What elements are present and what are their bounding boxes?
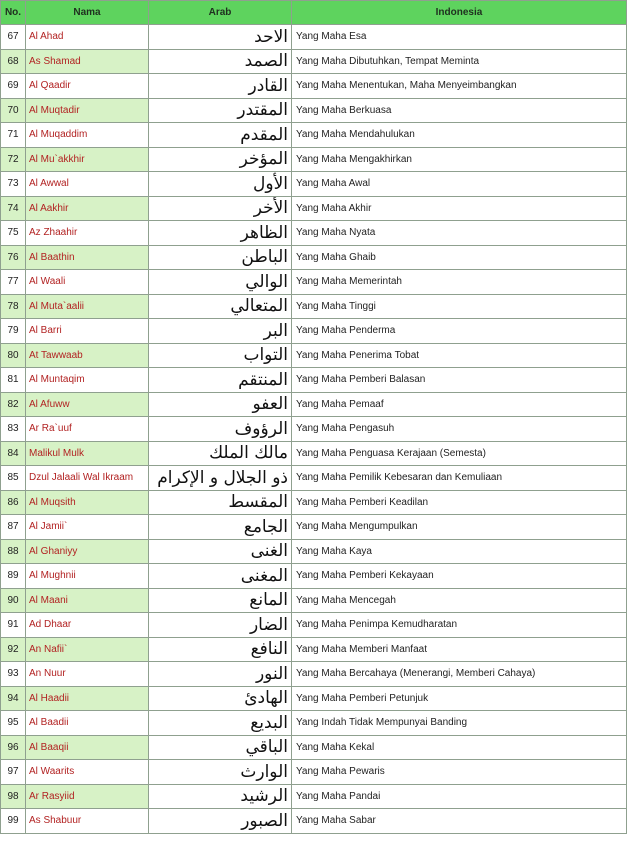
cell-arab: النور bbox=[149, 662, 292, 687]
table-row bbox=[1, 343, 627, 368]
cell-arab: المؤخر bbox=[149, 147, 292, 172]
cell-indonesia: Yang Maha Pandai bbox=[292, 784, 627, 809]
cell-no: 99 bbox=[1, 809, 26, 834]
cell-indonesia: Yang Maha Mengakhirkan bbox=[292, 147, 627, 172]
cell-no: 80 bbox=[1, 343, 26, 368]
cell-nama: Malikul Mulk bbox=[26, 441, 149, 466]
table-row bbox=[1, 515, 627, 540]
cell-arab: المتعالي bbox=[149, 294, 292, 319]
cell-no: 89 bbox=[1, 564, 26, 589]
table-row bbox=[1, 662, 627, 687]
cell-indonesia: Yang Maha Sabar bbox=[292, 809, 627, 834]
cell-no: 68 bbox=[1, 49, 26, 74]
cell-indonesia: Yang Maha Pewaris bbox=[292, 760, 627, 785]
cell-no: 69 bbox=[1, 74, 26, 99]
cell-nama: Al Baathin bbox=[26, 245, 149, 270]
table-row bbox=[1, 809, 627, 834]
cell-no: 98 bbox=[1, 784, 26, 809]
table-row bbox=[1, 686, 627, 711]
cell-nama: Al Baadii bbox=[26, 711, 149, 736]
header-arab: Arab bbox=[149, 1, 292, 25]
cell-nama: Ar Ra`uuf bbox=[26, 417, 149, 442]
cell-indonesia: Yang Maha Penderma bbox=[292, 319, 627, 344]
cell-indonesia: Yang Maha Pemilik Kebesaran dan Kemuliaan bbox=[292, 466, 627, 491]
header-nama: Nama bbox=[26, 1, 149, 25]
table-row bbox=[1, 466, 627, 491]
cell-arab: النافع bbox=[149, 637, 292, 662]
table-row bbox=[1, 588, 627, 613]
cell-nama: Al Muta`aalii bbox=[26, 294, 149, 319]
table-row bbox=[1, 221, 627, 246]
cell-no: 78 bbox=[1, 294, 26, 319]
table-row bbox=[1, 539, 627, 564]
cell-indonesia: Yang Maha Nyata bbox=[292, 221, 627, 246]
cell-no: 84 bbox=[1, 441, 26, 466]
cell-no: 97 bbox=[1, 760, 26, 785]
cell-arab: الوارث bbox=[149, 760, 292, 785]
cell-indonesia: Yang Maha Bercahaya (Menerangi, Memberi Cahaya) bbox=[292, 662, 627, 687]
cell-nama: Az Zhaahir bbox=[26, 221, 149, 246]
cell-arab: المانع bbox=[149, 588, 292, 613]
cell-nama: An Nafii` bbox=[26, 637, 149, 662]
table-row bbox=[1, 392, 627, 417]
cell-no: 75 bbox=[1, 221, 26, 246]
table-row bbox=[1, 123, 627, 148]
table-row bbox=[1, 319, 627, 344]
table-row bbox=[1, 49, 627, 74]
cell-indonesia: Yang Maha Esa bbox=[292, 25, 627, 50]
cell-arab: الصبور bbox=[149, 809, 292, 834]
cell-no: 71 bbox=[1, 123, 26, 148]
cell-arab: المغنى bbox=[149, 564, 292, 589]
cell-nama: Al Maani bbox=[26, 588, 149, 613]
cell-nama: As Shamad bbox=[26, 49, 149, 74]
table-row bbox=[1, 74, 627, 99]
cell-indonesia: Yang Maha Mendahulukan bbox=[292, 123, 627, 148]
cell-no: 90 bbox=[1, 588, 26, 613]
cell-arab: الأخر bbox=[149, 196, 292, 221]
cell-nama: Al Waali bbox=[26, 270, 149, 295]
cell-indonesia: Yang Maha Kekal bbox=[292, 735, 627, 760]
cell-indonesia: Yang Maha Kaya bbox=[292, 539, 627, 564]
cell-arab: الأول bbox=[149, 172, 292, 197]
cell-nama: As Shabuur bbox=[26, 809, 149, 834]
cell-no: 74 bbox=[1, 196, 26, 221]
table-row bbox=[1, 441, 627, 466]
table-row bbox=[1, 490, 627, 515]
cell-no: 73 bbox=[1, 172, 26, 197]
cell-indonesia: Yang Maha Menentukan, Maha Menyeimbangkan bbox=[292, 74, 627, 99]
cell-indonesia: Yang Maha Akhir bbox=[292, 196, 627, 221]
cell-no: 79 bbox=[1, 319, 26, 344]
cell-no: 88 bbox=[1, 539, 26, 564]
cell-no: 92 bbox=[1, 637, 26, 662]
cell-indonesia: Yang Maha Pemberi Balasan bbox=[292, 368, 627, 393]
cell-no: 86 bbox=[1, 490, 26, 515]
cell-nama: Al Waarits bbox=[26, 760, 149, 785]
cell-arab: البر bbox=[149, 319, 292, 344]
cell-indonesia: Yang Maha Pemberi Kekayaan bbox=[292, 564, 627, 589]
cell-nama: Al Aakhir bbox=[26, 196, 149, 221]
cell-nama: Al Afuww bbox=[26, 392, 149, 417]
header-no: No. bbox=[1, 1, 26, 25]
cell-arab: الباقي bbox=[149, 735, 292, 760]
table-row bbox=[1, 98, 627, 123]
cell-nama: Ad Dhaar bbox=[26, 613, 149, 638]
cell-indonesia: Yang Maha Memerintah bbox=[292, 270, 627, 295]
cell-nama: Al Qaadir bbox=[26, 74, 149, 99]
table-row bbox=[1, 147, 627, 172]
cell-indonesia: Yang Maha Pemberi Keadilan bbox=[292, 490, 627, 515]
cell-nama: Al Mu`akkhir bbox=[26, 147, 149, 172]
cell-indonesia: Yang Maha Pemberi Petunjuk bbox=[292, 686, 627, 711]
cell-nama: Al Baaqii bbox=[26, 735, 149, 760]
cell-nama: Al Ghaniyy bbox=[26, 539, 149, 564]
cell-arab: الاحد bbox=[149, 25, 292, 50]
cell-arab: الجامع bbox=[149, 515, 292, 540]
cell-no: 91 bbox=[1, 613, 26, 638]
cell-nama: Dzul Jalaali Wal Ikraam bbox=[26, 466, 149, 491]
cell-indonesia: Yang Maha Penguasa Kerajaan (Semesta) bbox=[292, 441, 627, 466]
cell-arab: الصمد bbox=[149, 49, 292, 74]
cell-arab: الرؤوف bbox=[149, 417, 292, 442]
cell-no: 67 bbox=[1, 25, 26, 50]
cell-no: 82 bbox=[1, 392, 26, 417]
cell-no: 81 bbox=[1, 368, 26, 393]
cell-no: 83 bbox=[1, 417, 26, 442]
cell-indonesia: Yang Maha Pengasuh bbox=[292, 417, 627, 442]
header-row bbox=[1, 1, 627, 25]
cell-nama: Al Muqtadir bbox=[26, 98, 149, 123]
table-row bbox=[1, 196, 627, 221]
cell-indonesia: Yang Maha Pemaaf bbox=[292, 392, 627, 417]
table-row bbox=[1, 368, 627, 393]
cell-no: 87 bbox=[1, 515, 26, 540]
header-indonesia: Indonesia bbox=[292, 1, 627, 25]
cell-arab: المقدم bbox=[149, 123, 292, 148]
table-body bbox=[1, 25, 627, 834]
cell-arab: القادر bbox=[149, 74, 292, 99]
cell-arab: المقتدر bbox=[149, 98, 292, 123]
cell-arab: العفو bbox=[149, 392, 292, 417]
table-row bbox=[1, 270, 627, 295]
cell-nama: Al Muqsith bbox=[26, 490, 149, 515]
cell-nama: Al Muntaqim bbox=[26, 368, 149, 393]
cell-nama: Al Haadii bbox=[26, 686, 149, 711]
cell-indonesia: Yang Maha Mengumpulkan bbox=[292, 515, 627, 540]
cell-arab: ذو الجلال و الإكرام bbox=[149, 466, 292, 491]
cell-nama: At Tawwaab bbox=[26, 343, 149, 368]
table-row bbox=[1, 760, 627, 785]
table-row bbox=[1, 294, 627, 319]
cell-indonesia: Yang Maha Penerima Tobat bbox=[292, 343, 627, 368]
cell-no: 94 bbox=[1, 686, 26, 711]
cell-nama: Ar Rasyiid bbox=[26, 784, 149, 809]
cell-arab: الباطن bbox=[149, 245, 292, 270]
cell-no: 72 bbox=[1, 147, 26, 172]
table-row bbox=[1, 564, 627, 589]
cell-arab: الرشيد bbox=[149, 784, 292, 809]
cell-indonesia: Yang Maha Awal bbox=[292, 172, 627, 197]
cell-nama: Al Barri bbox=[26, 319, 149, 344]
cell-nama: Al Muqaddim bbox=[26, 123, 149, 148]
cell-no: 70 bbox=[1, 98, 26, 123]
table-row bbox=[1, 784, 627, 809]
cell-nama: Al Ahad bbox=[26, 25, 149, 50]
cell-indonesia: Yang Maha Berkuasa bbox=[292, 98, 627, 123]
table-row bbox=[1, 637, 627, 662]
cell-arab: التواب bbox=[149, 343, 292, 368]
cell-indonesia: Yang Maha Memberi Manfaat bbox=[292, 637, 627, 662]
cell-indonesia: Yang Maha Mencegah bbox=[292, 588, 627, 613]
cell-arab: المقسط bbox=[149, 490, 292, 515]
table-row bbox=[1, 25, 627, 50]
cell-no: 76 bbox=[1, 245, 26, 270]
table-row bbox=[1, 245, 627, 270]
table-row bbox=[1, 417, 627, 442]
table-row bbox=[1, 613, 627, 638]
cell-indonesia: Yang Maha Dibutuhkan, Tempat Meminta bbox=[292, 49, 627, 74]
cell-nama: Al Mughnii bbox=[26, 564, 149, 589]
table-row bbox=[1, 735, 627, 760]
cell-indonesia: Yang Maha Penimpa Kemudharatan bbox=[292, 613, 627, 638]
cell-indonesia: Yang Indah Tidak Mempunyai Banding bbox=[292, 711, 627, 736]
cell-no: 77 bbox=[1, 270, 26, 295]
cell-arab: الظاهر bbox=[149, 221, 292, 246]
cell-no: 95 bbox=[1, 711, 26, 736]
cell-arab: الضار bbox=[149, 613, 292, 638]
cell-indonesia: Yang Maha Tinggi bbox=[292, 294, 627, 319]
cell-no: 85 bbox=[1, 466, 26, 491]
table-header bbox=[1, 1, 627, 25]
cell-nama: Al Jamii` bbox=[26, 515, 149, 540]
cell-arab: الغنى bbox=[149, 539, 292, 564]
cell-nama: Al Awwal bbox=[26, 172, 149, 197]
cell-no: 96 bbox=[1, 735, 26, 760]
table-row bbox=[1, 172, 627, 197]
cell-arab: البديع bbox=[149, 711, 292, 736]
cell-arab: الوالي bbox=[149, 270, 292, 295]
cell-nama: An Nuur bbox=[26, 662, 149, 687]
cell-arab: المنتقم bbox=[149, 368, 292, 393]
cell-indonesia: Yang Maha Ghaib bbox=[292, 245, 627, 270]
cell-no: 93 bbox=[1, 662, 26, 687]
table-row bbox=[1, 711, 627, 736]
cell-arab: الهادئ bbox=[149, 686, 292, 711]
cell-arab: مالك الملك bbox=[149, 441, 292, 466]
